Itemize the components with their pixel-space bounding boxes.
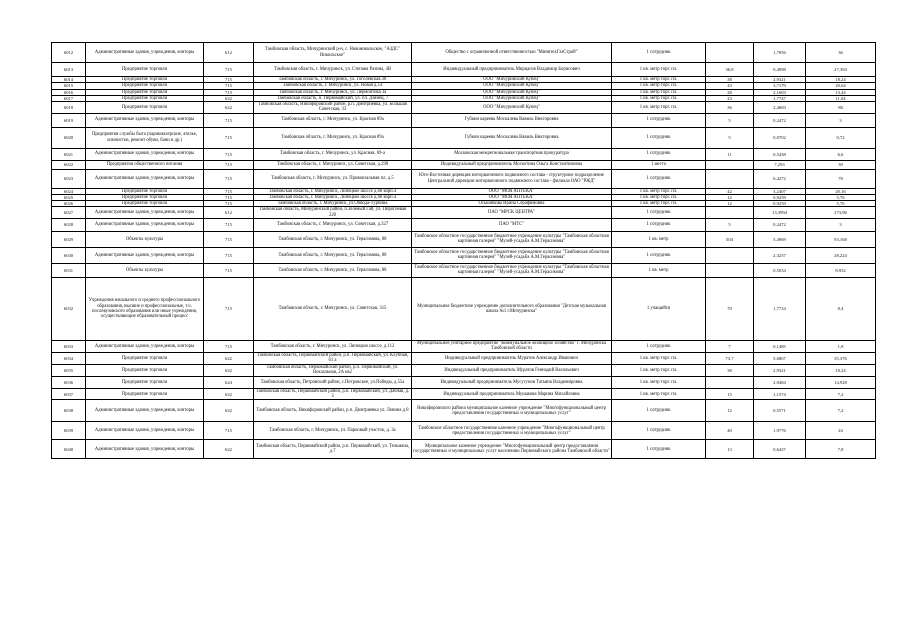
row-id-cell: 6014	[52, 77, 86, 83]
category-cell: Административные здания, учреждения, конторы	[86, 218, 204, 231]
volume-cell: 273,96	[806, 207, 876, 219]
table-row	[52, 340, 876, 352]
volume-cell: 8,4	[806, 277, 876, 340]
volume-cell: 11,04	[806, 95, 876, 101]
category-cell: Объекты культуры	[86, 231, 204, 247]
unit-cell: 1 кв. метр торг. пл.	[612, 388, 706, 400]
quantity-cell: 38	[706, 77, 754, 83]
row-id-cell: 6025	[52, 194, 86, 200]
norm-cell: 1,1574	[754, 388, 806, 400]
table-row	[52, 102, 876, 114]
volume-cell: 13,44	[806, 89, 876, 95]
norm-cell: 0,2472	[754, 218, 806, 231]
quantity-cell: 504	[706, 231, 754, 247]
volume-cell: 5,76	[806, 194, 876, 200]
row-id-cell: 6034	[52, 352, 86, 364]
unit-cell: 1 кв. метр торг. пл.	[612, 194, 706, 200]
code-cell: 622	[204, 364, 254, 376]
volume-cell: 93,168	[806, 231, 876, 247]
norm-cell: 0,0702	[754, 127, 806, 148]
address-cell: Тамбовская область, Мичуринский р-н, с. Новоникольское, "АЗДС" Никольское"	[254, 43, 412, 63]
unit-cell: 1 сотрудник	[612, 207, 706, 219]
row-id-cell: 6033	[52, 340, 86, 352]
organization-cell: Индивидуальный предприниматель Муратов Александр Иванович	[412, 352, 612, 364]
address-cell: Тамбовская область, Первомайский район, р.п. Первомайский, ул. Тельмана, д.7	[254, 440, 412, 459]
quantity-cell	[706, 247, 754, 263]
unit-cell: 1 кв. метр торг. пл.	[612, 102, 706, 114]
organization-cell: Индивидуальный предприниматель Мирцагов Владимир Борисович	[412, 63, 612, 77]
row-id-cell: 6024	[52, 188, 86, 194]
volume-cell: 27,394	[806, 63, 876, 77]
quantity-cell: 13	[706, 440, 754, 459]
table-row	[52, 43, 876, 63]
category-cell: Предприятие торговли	[86, 83, 204, 89]
row-id-cell: 6022	[52, 160, 86, 169]
unit-cell: 1 кв. метр торг. пл.	[612, 83, 706, 89]
norm-cell: 0,5438	[754, 148, 806, 160]
volume-cell: 0,72	[806, 127, 876, 148]
norm-cell: 2,9321	[754, 364, 806, 376]
address-cell: Тамбовская область, г. Мичуринск, ул. Красная 89а	[254, 127, 412, 148]
address-cell: Тамбовская область, п. Первомайский, ул. пл. Дзянец, 7	[254, 95, 412, 101]
unit-cell: 1 сотрудник	[612, 340, 706, 352]
category-cell: Предприятие торговли	[86, 364, 204, 376]
category-cell: Предприятие торговли	[86, 63, 204, 77]
norm-cell: 6,4272	[754, 169, 806, 188]
quantity-cell: 38	[706, 364, 754, 376]
volume-cell: 7,2	[806, 400, 876, 422]
category-cell: Предприятия общественного питания	[86, 160, 204, 169]
quantity-cell: 40	[706, 422, 754, 440]
quantity-cell	[706, 169, 754, 188]
volume-cell: 7,2	[806, 388, 876, 400]
table-row	[52, 127, 876, 148]
quantity-cell: 5	[706, 127, 754, 148]
row-id-cell: 6036	[52, 376, 86, 388]
code-cell: 715	[204, 188, 254, 194]
table-row	[52, 231, 876, 247]
category-cell: Административные здания, учреждения, конторы	[86, 169, 204, 188]
unit-cell: 1 место	[612, 160, 706, 169]
code-cell: 622	[204, 95, 254, 101]
quantity-cell: 73,7	[706, 352, 754, 364]
quantity-cell	[706, 263, 754, 277]
category-cell: Административные здания, учреждения, конторы	[86, 207, 204, 219]
organization-cell: ПАО "МТС"	[412, 218, 612, 231]
address-cell: Тамбовская область, Первомайский район, р.п. Первомайский, ул. Клубная, 61 а	[254, 352, 412, 364]
table-row	[52, 207, 876, 219]
unit-cell: 1 сотрудник	[612, 148, 706, 160]
quantity-cell: 12	[706, 201, 754, 207]
code-cell: 715	[204, 201, 254, 207]
unit-cell: 1 сотрудник	[612, 247, 706, 263]
volume-cell: 20,64	[806, 83, 876, 89]
address-cell: Тамбовская область, г. Мичуринск, ул. Советская, 315	[254, 277, 412, 340]
code-cell: 622	[204, 102, 254, 114]
organization-cell: Оськинкова Ирина Серафимовна	[412, 201, 612, 207]
address-cell: Тамбовская область, Петровский район, с.Петровское, ул.Победы, д.55а	[254, 376, 412, 388]
organization-cell: Тамбовское областное государственное бюджетное учреждение культуры "Тамбовская областная картинная галерея" "Музей-усадьба А.М.Герасимова"	[412, 231, 612, 247]
address-cell: Тамбовская область, г. Мичуринск, ул. Советская, д.327	[254, 218, 412, 231]
address-cell: Тамбовская область, Первомайский район, р.п. Первомайский, ул. Вокзальная, 2А кв2	[254, 364, 412, 376]
organization-cell: ООО "Мичуринский Купец"	[412, 95, 612, 101]
norm-cell: 5,4969	[754, 231, 806, 247]
row-id-cell: 6032	[52, 277, 86, 340]
code-cell: 715	[204, 160, 254, 169]
organization-cell: Муниципальное унитарное предприятие "Коммунальное жилищное хозяйство" г. Мичуринска Тамбовской области	[412, 340, 612, 352]
code-cell: 715	[204, 263, 254, 277]
row-id-cell: 6016	[52, 89, 86, 95]
table-row	[52, 148, 876, 160]
category-cell: Административные здания, учреждения, конторы	[86, 43, 204, 63]
address-cell: Тамбовская область, г. Мичуринск, Липецкое шоссе д.68 корп.4	[254, 194, 412, 200]
unit-cell: 1 кв. метр торг. пл.	[612, 89, 706, 95]
volume-cell: 8,952	[806, 263, 876, 277]
code-cell: 715	[204, 77, 254, 83]
table-row	[52, 63, 876, 77]
norm-cell: 1,9776	[754, 422, 806, 440]
volume-cell: 5,76	[806, 201, 876, 207]
volume-cell: 18,24	[806, 77, 876, 83]
address-cell: Тамбовская область, г. Мичуринск, ул. Привокзальная пл. д.5	[254, 169, 412, 188]
norm-cell: 0,4998	[754, 63, 806, 77]
address-cell: Тамбовская область, Никифоровский район, р.п. Дмитриевка, ул. Большая Советская, 33	[254, 102, 412, 114]
address-cell: Тамбовская область, Первомайский район, р.п. Первомайский, ул. Дачная, д. 3	[254, 388, 412, 400]
address-cell: Тамбовская область, г. Мичуринск, ул. Красная 89а	[254, 113, 412, 127]
norm-cell: 0,5571	[754, 400, 806, 422]
quantity-cell: 43	[706, 83, 754, 89]
code-cell: 715	[204, 169, 254, 188]
table-row	[52, 376, 876, 388]
unit-cell: 1 сотрудник	[612, 218, 706, 231]
row-id-cell: 6027	[52, 207, 86, 219]
row-id-cell: 6039	[52, 422, 86, 440]
table-row	[52, 218, 876, 231]
unit-cell: 1 кв. метр торг. пл.	[612, 352, 706, 364]
code-cell: 715	[204, 340, 254, 352]
unit-cell: 1 учащийся	[612, 277, 706, 340]
quantity-cell: 23	[706, 95, 754, 101]
norm-cell: 1,7724	[754, 277, 806, 340]
norm-cell: 0,5034	[754, 263, 806, 277]
norm-cell: 0,1485	[754, 340, 806, 352]
code-cell: 622	[204, 352, 254, 364]
organization-cell: Тамбовское областное государственное бюджетное учреждение культуры "Тамбовская областная картинная галерея" "Музей-усадьба А.М.Герасимова"	[412, 263, 612, 277]
row-id-cell: 6013	[52, 63, 86, 77]
address-cell: Тамбовская область, Никифоровский район, р.п. Дмитриевка ул. Ленина д.8	[254, 400, 412, 422]
row-id-cell: 6020	[52, 127, 86, 148]
quantity-cell: 5	[706, 218, 754, 231]
address-cell: Тамбовская область, г. Мичуринск, ул. Новая д.14	[254, 83, 412, 89]
address-cell: Тамбовская область, г. Мичуринск, ул. Парковый участок, д. 3а	[254, 422, 412, 440]
category-cell: Предприятие торговли	[86, 77, 204, 83]
address-cell: Тамбовская область, Мичуринский район, п.Зеленый Гай, ул. Пирогиевая 220	[254, 207, 412, 219]
unit-cell: 1 сотрудник	[612, 440, 706, 459]
organization-cell: Общество с ограниченной ответственностью "МинитехГазСтрой"	[412, 43, 612, 63]
quantity-cell	[706, 376, 754, 388]
row-id-cell: 6035	[52, 364, 86, 376]
volume-cell: 24	[806, 422, 876, 440]
code-cell: 715	[204, 63, 254, 77]
code-cell: 612	[204, 43, 254, 63]
norm-cell: 13,3994	[754, 207, 806, 219]
code-cell: 715	[204, 422, 254, 440]
address-cell: Тамбовская область, г. Мичуринск, ул. Герасимова, 88	[254, 247, 412, 263]
registry-table	[51, 42, 876, 459]
quantity-cell: 36,8	[706, 63, 754, 77]
organization-cell: Никифоровского района муниципальное казенное учреждение "Многофункциональный центр предоставления государственных и муниципальных услуг"	[412, 400, 612, 422]
unit-cell: 1 кв. метр торг. пл.	[612, 201, 706, 207]
norm-cell: 3,7179	[754, 83, 806, 89]
unit-cell: 1 сотрудник	[612, 43, 706, 63]
volume-cell: 88	[806, 102, 876, 114]
unit-cell: 1 сотрудник	[612, 422, 706, 440]
table-row	[52, 400, 876, 422]
code-cell: 622	[204, 388, 254, 400]
organization-cell: ООО "Мичуринский Купец"	[412, 89, 612, 95]
quantity-cell	[706, 43, 754, 63]
norm-cell: 2,9321	[754, 77, 806, 83]
row-id-cell: 6019	[52, 113, 86, 127]
table-row	[52, 113, 876, 127]
unit-cell: 1 сотрудник	[612, 169, 706, 188]
unit-cell: 1 кв. метр торг. пл.	[612, 77, 706, 83]
category-cell: Предприятие торговли	[86, 95, 204, 101]
category-cell: Административные здания, учреждения, конторы	[86, 340, 204, 352]
category-cell: Административные здания, учреждения, конторы	[86, 247, 204, 263]
table-row	[52, 247, 876, 263]
quantity-cell: 7	[706, 340, 754, 352]
volume-cell: 7,8	[806, 440, 876, 459]
quantity-cell: 5	[706, 113, 754, 127]
quantity-cell: 36	[706, 102, 754, 114]
code-cell: 715	[204, 194, 254, 200]
table-row	[52, 277, 876, 340]
organization-cell: Индивидуальный предприниматель Мушакова Марина Михайловна	[412, 388, 612, 400]
category-cell: Предприятие торговли	[86, 194, 204, 200]
unit-cell: 1 кв. метр	[612, 231, 706, 247]
code-cell: 715	[204, 231, 254, 247]
code-cell: 715	[204, 218, 254, 231]
norm-cell: 2,4683	[754, 102, 806, 114]
table-row	[52, 364, 876, 376]
table-row	[52, 440, 876, 459]
row-id-cell: 6038	[52, 400, 86, 422]
code-cell: 715	[204, 83, 254, 89]
organization-cell: ООО "МОЯ АПТЕКА"	[412, 188, 612, 194]
address-cell: Тамбовская область, г. Мичуринск, ул.Обвода-Турбина	[254, 201, 412, 207]
category-cell: Административные здания, учреждения, конторы	[86, 440, 204, 459]
row-id-cell: 6021	[52, 148, 86, 160]
quantity-cell: 12	[706, 400, 754, 422]
category-cell: Учреждения начального и среднего профессионального образования, высшие и профессиональные, т.ч. послевузовского образования или иные учреждения, осуществляющие образовательный процесс	[86, 277, 204, 340]
category-cell: Предприятие торговли	[86, 201, 204, 207]
address-cell: Тамбовская область, г. Мичуринск, ул. Герасимова, 88	[254, 231, 412, 247]
category-cell: Административные здания, учреждения, конторы	[86, 148, 204, 160]
norm-cell: 2,0484	[754, 376, 806, 388]
organization-cell: Московская межрегиональная транспортная прокуратура	[412, 148, 612, 160]
row-id-cell: 6017	[52, 95, 86, 101]
norm-cell: 7,293	[754, 160, 806, 169]
address-cell: Тамбовская область, г. Мичуринск, ул. Герасимова, 88	[254, 263, 412, 277]
organization-cell: ООО "Мичуринский Купец"	[412, 102, 612, 114]
address-cell: Тамбовская область, г. Мичуринск, ул. Липецкое шоссе, д.112	[254, 340, 412, 352]
volume-cell: 18,24	[806, 364, 876, 376]
table-row	[52, 263, 876, 277]
volume-cell: 28,224	[806, 247, 876, 263]
unit-cell: 1 сотрудник	[612, 400, 706, 422]
address-cell: Тамбовская область, г. Мичуринск, ул. Лермонтова 3а	[254, 89, 412, 95]
row-id-cell: 6023	[52, 169, 86, 188]
organization-cell: ООО "Мичуринский Купец"	[412, 83, 612, 89]
volume-cell: 3	[806, 218, 876, 231]
category-cell: Предприятие торговли	[86, 188, 204, 194]
code-cell: 715	[204, 277, 254, 340]
volume-cell: 35,376	[806, 352, 876, 364]
organization-cell: Юго-Восточная дирекция моторвагонного подвижного состава - структурное подразделение Центральной дирекции моторвагонного подвижного состава - филиала ОАО "РЖД"	[412, 169, 612, 188]
category-cell: Предприятие торговли	[86, 89, 204, 95]
organization-cell: Муниципальное казенное учреждение "Многофункциональный центр предоставления государственных и муниципальных услуг населению Первомайского района Тамбовской области"	[412, 440, 612, 459]
unit-cell: 1 сотрудник	[612, 113, 706, 127]
row-id-cell: 6030	[52, 247, 86, 263]
table-row	[52, 388, 876, 400]
row-id-cell: 6012	[52, 43, 86, 63]
unit-cell: 1 кв. метр торг. пл.	[612, 63, 706, 77]
code-cell: 622	[204, 400, 254, 422]
category-cell: Предприятие торговли	[86, 352, 204, 364]
category-cell: Предприятия службы быта (парикмахерские, ателье, химчистки, ремонт обуви, бани и др.)	[86, 127, 204, 148]
code-cell: 715	[204, 247, 254, 263]
norm-cell: 0,2472	[754, 113, 806, 127]
row-id-cell: 6037	[52, 388, 86, 400]
row-id-cell: 6031	[52, 263, 86, 277]
unit-cell: 1 кв. метр	[612, 263, 706, 277]
organization-cell: Индивидуальный предприниматель Муратов Геннадий Васильевич	[412, 364, 612, 376]
category-cell: Административные здания, учреждения, конторы	[86, 422, 204, 440]
organization-cell: Губкин кареева Москалева Вавиль Викторовна	[412, 127, 612, 148]
quantity-cell: 28	[706, 89, 754, 95]
row-id-cell: 6018	[52, 102, 86, 114]
row-id-cell: 6029	[52, 231, 86, 247]
category-cell: Предприятие торговли	[86, 102, 204, 114]
quantity-cell: 15	[706, 388, 754, 400]
organization-cell: Муниципальное бюджетное учреждение дополнительного образования "Детская музыкальная школа №1 г.Мичуринска"	[412, 277, 612, 340]
quantity-cell: 70	[706, 277, 754, 340]
volume-cell: 39	[806, 160, 876, 169]
registry-table-body	[52, 43, 876, 459]
unit-cell: 1 кв. метр торг. пл.	[612, 364, 706, 376]
code-cell: 715	[204, 89, 254, 95]
quantity-cell: 12	[706, 194, 754, 200]
category-cell: Административные здания, учреждения, конторы	[86, 113, 204, 127]
norm-cell: 5,6867	[754, 352, 806, 364]
unit-cell: 1 кв. метр торг. пл.	[612, 95, 706, 101]
row-id-cell: 6040	[52, 440, 86, 459]
address-cell: Тамбовская область, г. Мичуринск, ул. Гоголевская 38	[254, 77, 412, 83]
organization-cell: Тамбовское областное государственное бюджетное учреждение культуры "Тамбовская областная картинная галерея" "Музей-усадьба А.М.Герасимова"	[412, 247, 612, 263]
organization-cell: Губкин кареева Москалева Вавиль Викторовна	[412, 113, 612, 127]
unit-cell: 1 кв. метр торг. пл.	[612, 188, 706, 194]
norm-cell: 1,7856	[754, 43, 806, 63]
unit-cell: 1 кв. метр торг. пл.	[612, 376, 706, 388]
table-row	[52, 160, 876, 169]
category-cell: Предприятие торговли	[86, 388, 204, 400]
address-cell: Тамбовская область, г. Мичуринск, ул. Советская, д.298	[254, 160, 412, 169]
norm-cell: 0,9259	[754, 201, 806, 207]
norm-cell: 0,6427	[754, 440, 806, 459]
organization-cell: ООО "Мичуринский Купец"	[412, 77, 612, 83]
norm-cell: 2,1603	[754, 89, 806, 95]
volume-cell: 78	[806, 169, 876, 188]
norm-cell: 3,2407	[754, 188, 806, 194]
category-cell: Административные здания, учреждения, конторы	[86, 400, 204, 422]
row-id-cell: 6015	[52, 83, 86, 89]
unit-cell: 1 сотрудник	[612, 127, 706, 148]
address-cell: Тамбовская область, г. Мичуринск, ул. Степана Разина, 4В	[254, 63, 412, 77]
code-cell: 715	[204, 148, 254, 160]
code-cell: 624	[204, 376, 254, 388]
organization-cell: ООО "МОЯ АПТЕКА"	[412, 194, 612, 200]
volume-cell: 20,16	[806, 188, 876, 194]
address-cell: Тамбовская область, г. Мичуринск, Липецкое шоссе д.68 корп.4	[254, 188, 412, 194]
organization-cell: ПАО "МРСК ЦЕНТРА"	[412, 207, 612, 219]
code-cell: 715	[204, 127, 254, 148]
category-cell: Предприятие торговли	[86, 376, 204, 388]
organization-cell: Индивидуальный предприниматель Мусугунов Татьяна Владимировна	[412, 376, 612, 388]
table-row	[52, 352, 876, 364]
table-row	[52, 422, 876, 440]
category-cell: Объекты культуры	[86, 263, 204, 277]
norm-cell: 0,9259	[754, 194, 806, 200]
code-cell: 622	[204, 440, 254, 459]
quantity-cell: 42	[706, 188, 754, 194]
row-id-cell: 6026	[52, 201, 86, 207]
table-row	[52, 169, 876, 188]
volume-cell: 6,6	[806, 148, 876, 160]
address-cell: Тамбовская область, г. Мичуринск, ул. Красная, 69-а	[254, 148, 412, 160]
organization-cell: Тамбовское областное государственное казенное учреждение "Многофункциональный центр предоставления государственных и муниципальных услуг"	[412, 422, 612, 440]
norm-cell: 2,3257	[754, 247, 806, 263]
volume-cell: 14,928	[806, 376, 876, 388]
quantity-cell	[706, 160, 754, 169]
volume-cell: 1,8	[806, 340, 876, 352]
quantity-cell: 11	[706, 148, 754, 160]
code-cell: 612	[204, 207, 254, 219]
norm-cell: 1,7747	[754, 95, 806, 101]
volume-cell: 3	[806, 113, 876, 127]
quantity-cell	[706, 207, 754, 219]
volume-cell: 36	[806, 43, 876, 63]
code-cell: 715	[204, 113, 254, 127]
organization-cell: Индивидуальный предприниматель Москотина Ольга Константиновна	[412, 160, 612, 169]
row-id-cell: 6028	[52, 218, 86, 231]
